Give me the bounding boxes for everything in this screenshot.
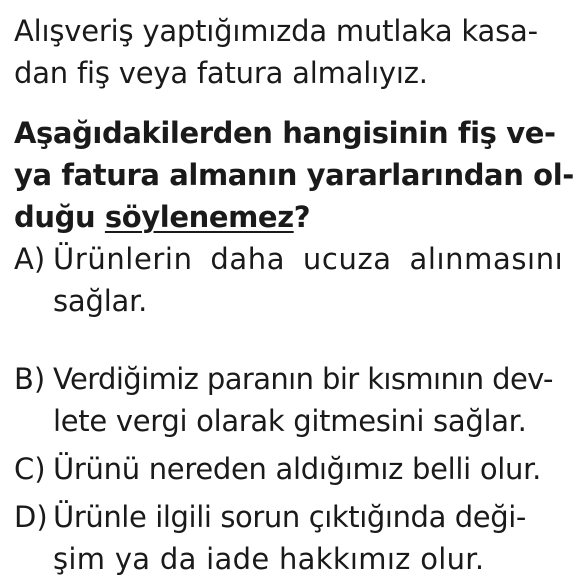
option-d-line-1: Ürünle ilgili sorun çıktığında deği- [53,500,526,534]
question-line-2: ya fatura almanın yararlarından ol- [14,158,574,192]
option-a-line-2: sağlar. [53,284,148,318]
question-mark: ? [293,200,311,234]
question-prefix: duğu [14,200,105,234]
option-b-line-2: lete vergi olarak gitmesini sağlar. [53,404,527,438]
question-line-3 [14,200,310,234]
option-b-letter: B) [14,362,46,396]
option-b-line-1: Verdiğimiz paranın bir kısmının dev- [53,362,553,396]
option-c-line-1: Ürünü nereden aldığımız belli olur. [53,452,542,486]
option-c-letter: C) [14,452,46,486]
question-line-1: Aşağıdakilerden hangisinin fiş ve- [14,116,556,150]
option-d-line-2: şim ya da iade hakkımız olur. [53,542,485,576]
option-d-letter: D) [14,500,48,534]
question-emphasis: söylenemez [104,200,294,234]
intro-line-2: dan fiş veya fatura almalıyız. [14,56,428,90]
intro-line-1: Alışveriş yaptığımızda mutlaka kasa- [14,14,538,48]
option-a-letter: A) [14,242,46,276]
option-a-line-1: Ürünlerin daha ucuza alınmasını [53,242,564,276]
